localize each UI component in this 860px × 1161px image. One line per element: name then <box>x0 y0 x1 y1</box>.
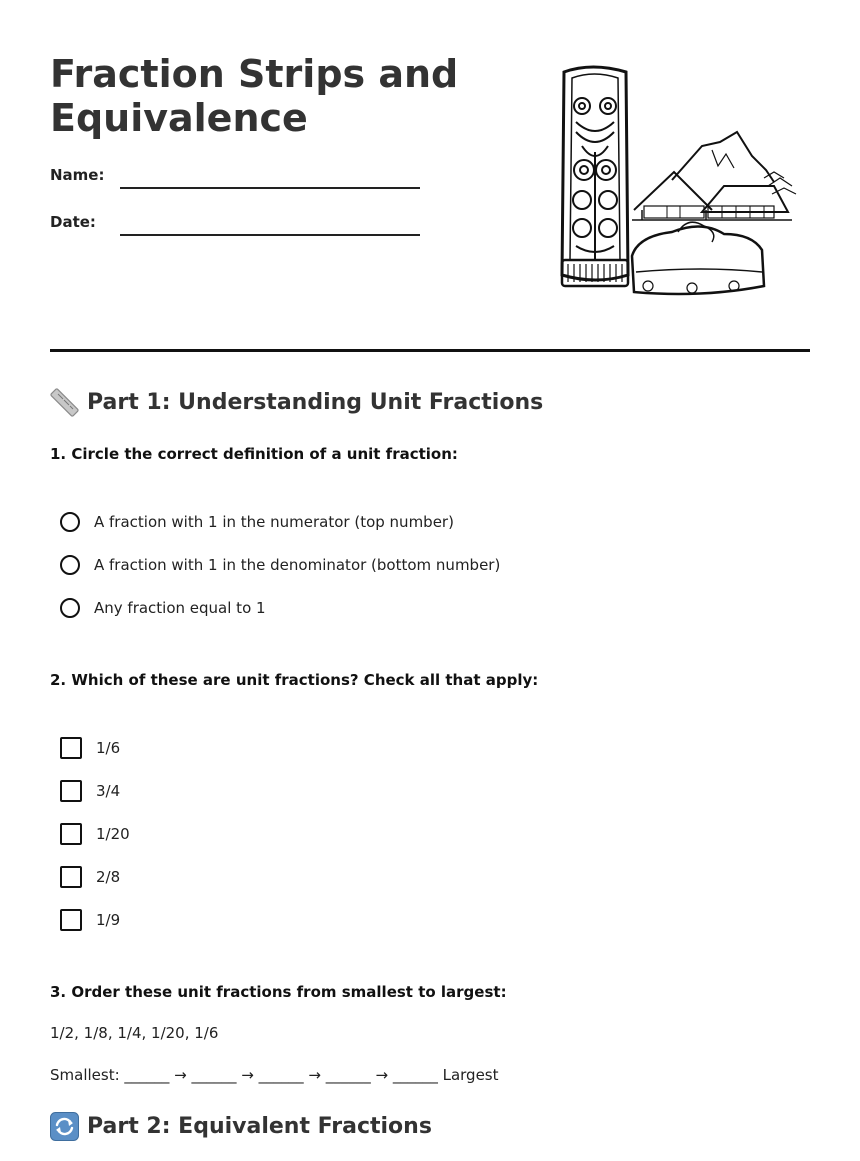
title-line-2: Equivalence <box>50 96 308 140</box>
q2-option-3-label: 1/20 <box>96 825 130 843</box>
checkbox-icon[interactable] <box>60 866 82 888</box>
question-2: 2. Which of these are unit fractions? Check all that apply: <box>50 671 539 689</box>
maori-carving-illustration-icon <box>552 60 802 305</box>
radio-circle-icon[interactable] <box>60 555 80 575</box>
q1-option-1-label: A fraction with 1 in the numerator (top number) <box>94 513 454 531</box>
checkbox-icon[interactable] <box>60 823 82 845</box>
checkbox-icon[interactable] <box>60 909 82 931</box>
q2-option-4[interactable] <box>60 866 120 888</box>
date-label: Date: <box>50 213 96 231</box>
worksheet-title <box>50 52 510 140</box>
q2-option-4-label: 2/8 <box>96 868 121 886</box>
q2-option-3[interactable] <box>60 823 130 845</box>
header-divider <box>50 349 810 352</box>
radio-circle-icon[interactable] <box>60 512 80 532</box>
part2-heading <box>50 1112 432 1141</box>
q2-option-2-label: 3/4 <box>96 782 121 800</box>
part1-heading-text: Part 1: Understanding Unit Fractions <box>87 390 544 415</box>
part1-heading <box>50 388 543 417</box>
date-line[interactable] <box>120 234 420 236</box>
ruler-icon <box>50 388 79 417</box>
q1-option-2-label: A fraction with 1 in the denominator (bottom number) <box>94 556 501 574</box>
repeat-arrows-icon <box>50 1112 79 1141</box>
radio-circle-icon[interactable] <box>60 598 80 618</box>
name-label: Name: <box>50 166 105 184</box>
question-3: 3. Order these unit fractions from smallest to largest: <box>50 983 507 1001</box>
q1-option-2[interactable] <box>60 555 500 575</box>
name-line[interactable] <box>120 187 420 189</box>
q1-option-3[interactable] <box>60 598 266 618</box>
q3-answer-line[interactable]: Smallest: ______ → ______ → ______ → ______ → ______ Largest <box>50 1066 499 1084</box>
part2-heading-text: Part 2: Equivalent Fractions <box>87 1114 432 1139</box>
checkbox-icon[interactable] <box>60 737 82 759</box>
title-line-1: Fraction Strips and <box>50 52 459 96</box>
q2-option-5[interactable] <box>60 909 120 931</box>
q3-fraction-list: 1/2, 1/8, 1/4, 1/20, 1/6 <box>50 1024 219 1042</box>
question-1: 1. Circle the correct definition of a unit fraction: <box>50 445 458 463</box>
q2-option-2[interactable] <box>60 780 120 802</box>
q1-option-1[interactable] <box>60 512 454 532</box>
checkbox-icon[interactable] <box>60 780 82 802</box>
q2-option-1-label: 1/6 <box>96 739 121 757</box>
q2-option-1[interactable] <box>60 737 120 759</box>
q2-option-5-label: 1/9 <box>96 911 121 929</box>
q1-option-3-label: Any fraction equal to 1 <box>94 599 266 617</box>
